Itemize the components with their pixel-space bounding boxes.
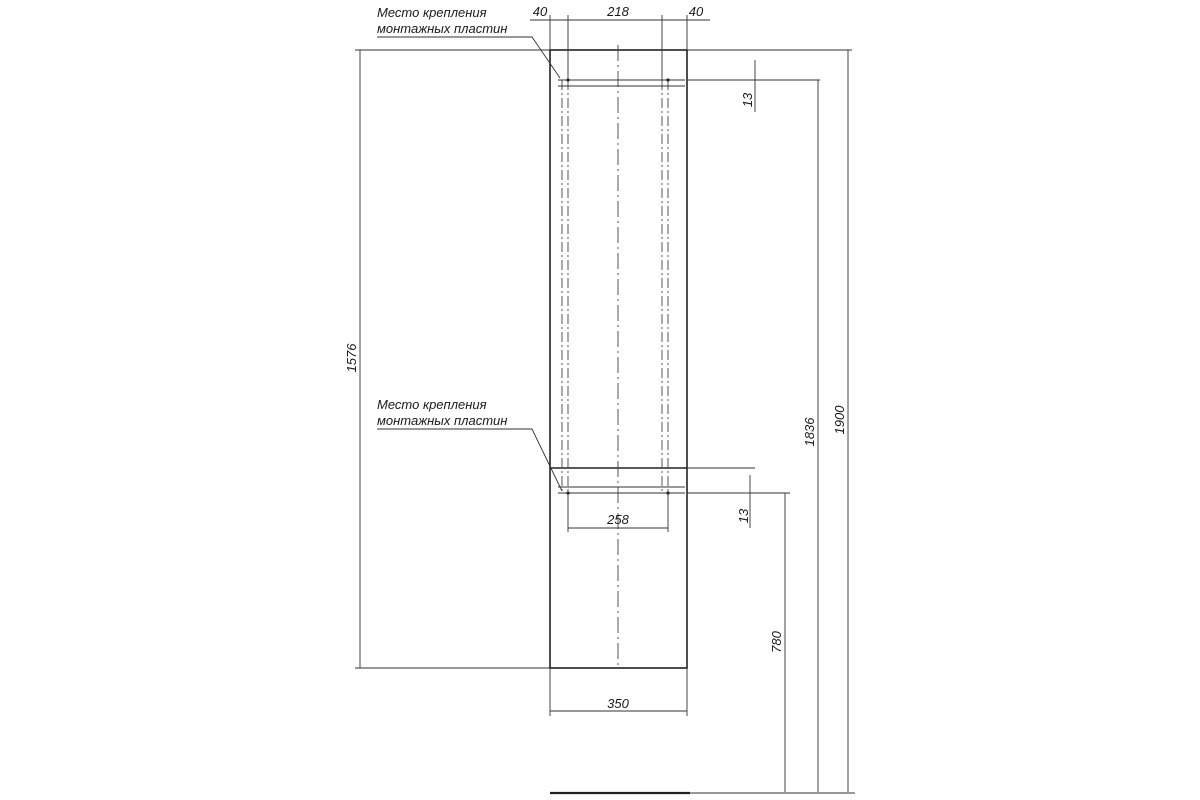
top-offset-dimension: [687, 50, 820, 112]
dim-top-left-offset: 40: [532, 4, 548, 19]
bottom-mounting-label: [377, 397, 562, 491]
cabinet-outline: [550, 50, 687, 668]
dim-height-total: 1900: [832, 405, 847, 435]
dim-height-plates: 1836: [802, 417, 817, 447]
left-height-dimension: [344, 50, 550, 668]
dim-top-right-offset: 40: [688, 4, 704, 19]
mounting-rails: [558, 78, 685, 494]
mount-point-top-right: [666, 78, 669, 81]
bottom-label-line1: Место крепления: [377, 397, 487, 412]
top-label-line1: Место крепления: [377, 5, 487, 20]
top-leader-line: [377, 37, 560, 78]
top-label-line2: монтажных пластин: [377, 21, 508, 36]
top-dimension-chain: [530, 4, 710, 80]
dim-bottom-plate-offset: 13: [736, 508, 751, 524]
width-dimension: [550, 668, 687, 716]
dim-plate-span: 258: [607, 512, 629, 527]
bottom-label-line2: монтажных пластин: [377, 413, 508, 428]
total-height-dimension: [687, 50, 852, 792]
dim-width: 350: [607, 696, 629, 711]
cabinet-body: [550, 45, 687, 668]
dim-height-lower: 780: [769, 631, 784, 653]
lower-height-dimension: [769, 493, 785, 792]
dim-top-plate-offset: 13: [740, 92, 755, 108]
bottom-offset-dimension: [687, 468, 790, 528]
dim-top-span: 218: [607, 4, 629, 19]
dim-height-left: 1576: [344, 343, 359, 373]
plates-height-dimension: [802, 80, 818, 792]
bottom-leader-line: [377, 429, 562, 491]
